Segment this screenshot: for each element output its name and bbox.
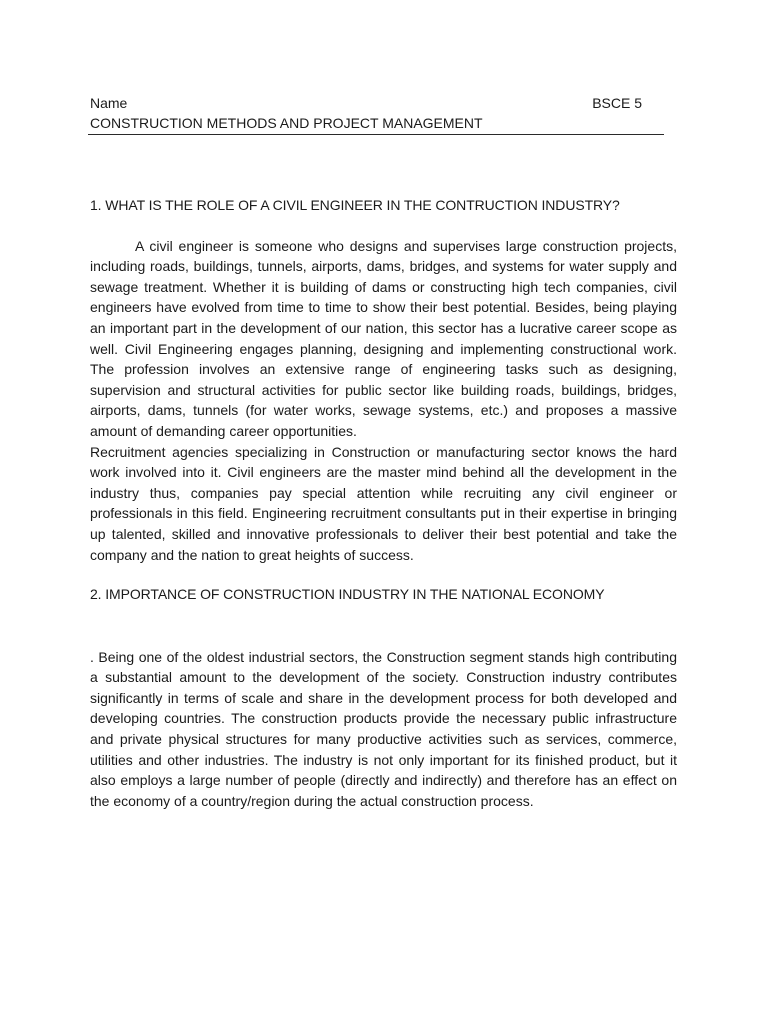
- spacer: [90, 605, 677, 647]
- header-top-row: [90, 93, 665, 113]
- question-2-heading: 2. IMPORTANCE OF CONSTRUCTION INDUSTRY IN THE NATIONAL ECONOMY: [90, 586, 605, 603]
- question-1-paragraph-2: Recruitment agencies specializing in Construction or manufacturing sector knows the hard work involved into it. Civil engineers are the master mind behind all the development in the industry thus, companies pay special attention while recruiting any civil engineer or professionals in this field. Engineering recruitment consultants put in their expertise in bringing up talented, skilled and innovative professionals to deliver their best potential and take the company and the nation to great heights of success.: [90, 443, 677, 563]
- document-header: [90, 93, 665, 133]
- document-body: [90, 195, 677, 811]
- course-title: CONSTRUCTION METHODS AND PROJECT MANAGEMENT: [90, 115, 483, 131]
- question-1-paragraph-1: A civil engineer is someone who designs and supervises large construction projects, including roads, buildings, tunnels, airports, dams, bridges, and systems for water supply and sewage treatment. Whether it is building of dams or constructing high tech companies, civil engineers have evolved from time to time to show their best potential. Besides, being playing an important part in the development of our nation, this sector has a lucrative career scope as well. Civil Engineering engages planning, designing and implementing constructional work. The profession involves an extensive range of engineering tasks such as designing, supervision and structural activities for public sector like building roads, buildings, bridges, airports, dams, tunnels (for water works, sewage systems, etc.) and proposes a massive amount of demanding career opportunities.: [90, 237, 677, 439]
- name-label: Name: [90, 95, 128, 111]
- section-label: BSCE 5: [592, 95, 642, 111]
- spacer: [90, 216, 677, 236]
- spacer: [90, 565, 677, 584]
- question-1-heading: 1. WHAT IS THE ROLE OF A CIVIL ENGINEER IN THE CONTRUCTION INDUSTRY?: [90, 197, 620, 213]
- header-divider: [88, 134, 664, 135]
- question-2-paragraph-1: . Being one of the oldest industrial sectors, the Construction segment stands high contributing a substantial amount to the development of the society. Construction industry contributes significantly in terms of scale and share in the development process for both developed and developing countries. The construction products provide the necessary public infrastructure and private physical structures for many productive activities such as services, commerce, utilities and other industries. The industry is not only important for its finished product, but it also employs a large number of people (directly and indirectly) and therefore has an effect on the economy of a country/region during the actual construction process.: [90, 648, 677, 809]
